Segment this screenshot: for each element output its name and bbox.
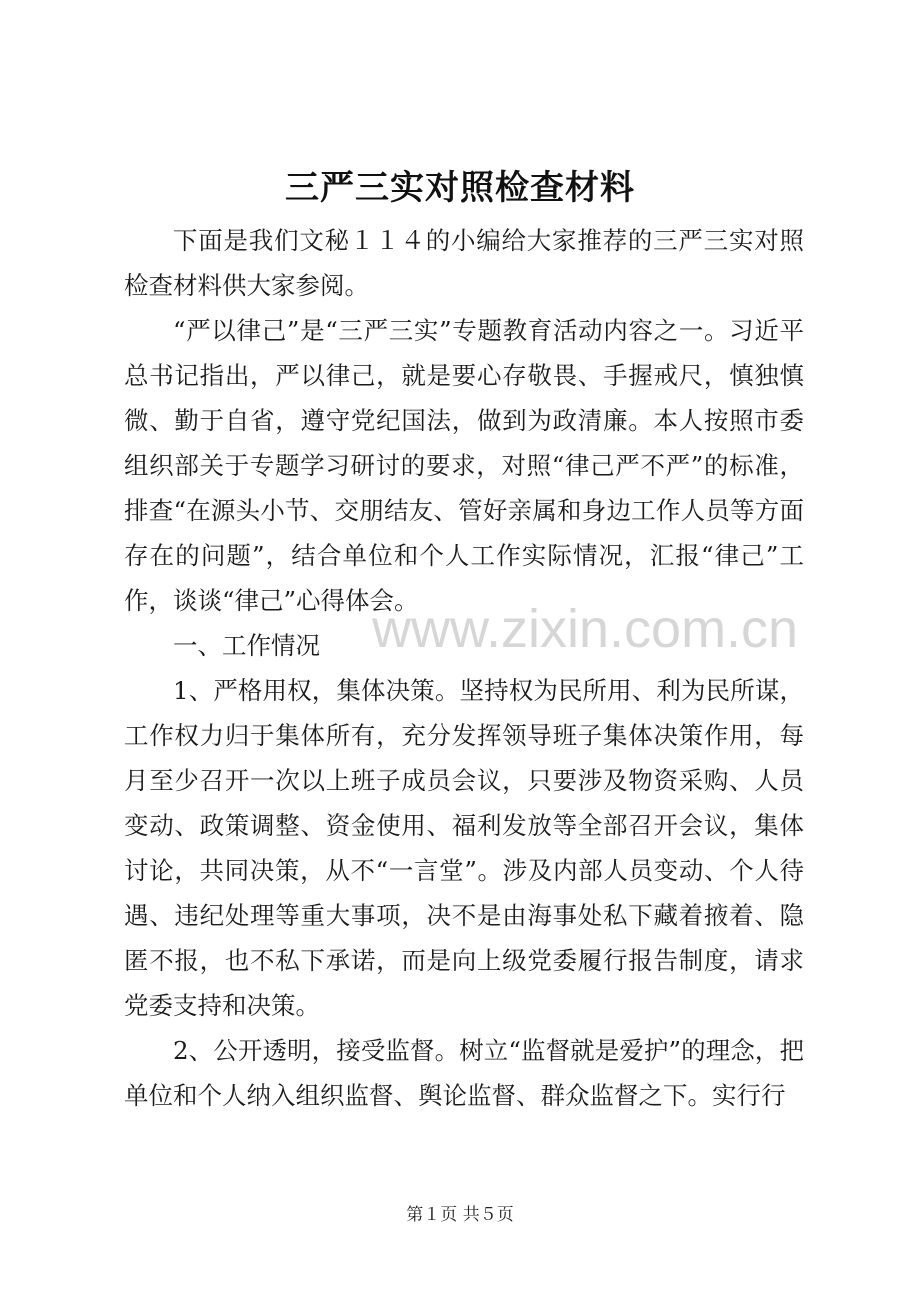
paragraph-main: “严以律己”是“三严三实”专题教育活动内容之一。习近平总书记指出，严以律己，就是要心存敬畏、手握戒尺，慎独慎微、勤于自省，遵守党纪国法，做到为政清廉。本人按照市委组织部关于专题学习研讨的要求，对照“律己严不严”的标准，排查“在源头小节、交朋结友、管好亲属和身边工作人员等方面存在的问题”，结合单位和个人工作实际情况，汇报“律己”工作，谈谈“律己”心得体会。	[124, 316, 804, 615]
paragraph-item-2: 2、公开透明，接受监督。树立“监督就是爱护”的理念，把单位和个人纳入组织监督、舆论监督、群众监督之下。实行行	[124, 1036, 804, 1110]
watermark: www.zixin.com.cn	[372, 599, 799, 659]
page-footer: 第１页 共５页	[406, 1205, 514, 1225]
document-title: 三严三实对照检查材料	[285, 168, 635, 208]
paragraph-item-1: 1、严格用权，集体决策。坚持权为民所用、利为民所谋，工作权力归于集体所有，充分发挥领导班子集体决策作用，每月至少召开一次以上班子成员会议，只要涉及物资采购、人员变动、政策调整、资金使用、福利发放等全部召开会议，集体讨论，共同决策，从不“一言堂”。涉及内部人员变动、个人待遇、违纪处理等重大事项，决不是由海事处私下藏着掖着、隐匿不报，也不私下承诺，而是向上级党委履行报告制度，请求党委支持和决策。	[124, 676, 804, 1020]
section-heading: 一、工作情况	[173, 631, 320, 660]
document-body	[124, 218, 804, 1118]
paragraph-intro: 下面是我们文秘１１４的小编给大家推荐的三严三实对照检查材料供大家参阅。	[124, 226, 804, 300]
